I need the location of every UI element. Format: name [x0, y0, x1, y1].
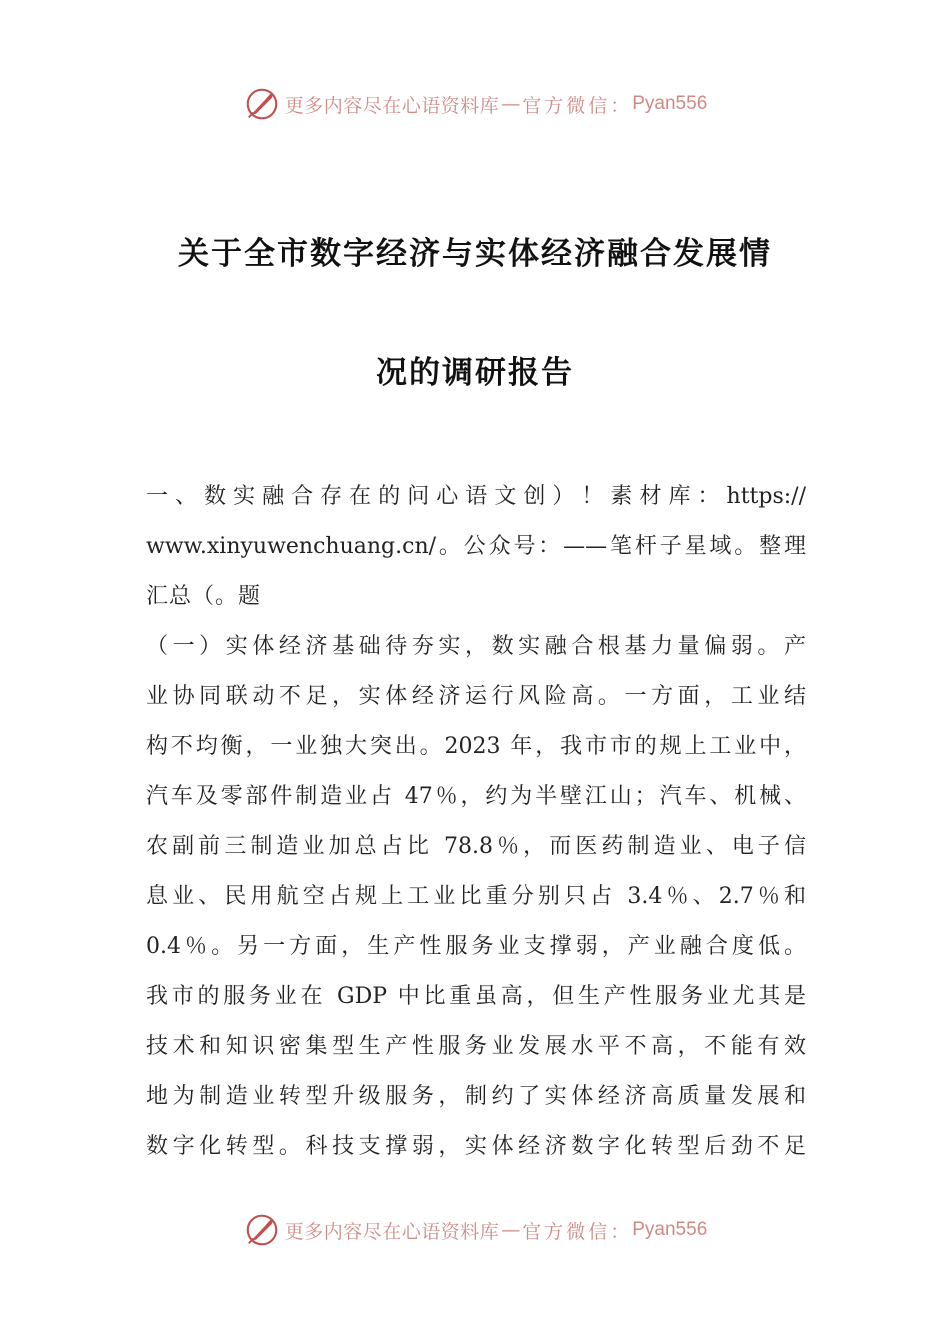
banner-text: 更多内容尽在心语资料库	[284, 94, 500, 117]
body-line: 技术和知识密集型生产性服务业发展水平不高，不能有效	[146, 1034, 806, 1059]
body-line: 0.4％。另一方面，生产性服务业支撑弱，产业融合度低。	[146, 934, 806, 959]
body-line: 我市的服务业在 GDP 中比重虽高，但生产性服务业尤其是	[146, 984, 806, 1009]
body-line: 数字化转型。科技支撑弱，实体经济数字化转型后劲不足	[146, 1134, 806, 1159]
body-line: 农副前三制造业加总占比 78.8％，而医药制造业、电子信	[146, 834, 806, 859]
body-line: （一）实体经济基础待夯实，数实融合根基力量偏弱。产	[146, 634, 806, 659]
body-line: 息业、民用航空占规上工业比重分别只占 3.4％、2.7％和	[146, 884, 806, 909]
header-watermark-banner	[0, 82, 950, 126]
quill-logo-icon	[243, 85, 281, 123]
body-line: 汽车及零部件制造业占 47％，约为半壁江山；汽车、机械、	[146, 784, 806, 809]
body-line: 构不均衡，一业独大突出。2023 年，我市市的规上工业中，	[146, 734, 806, 759]
banner-separator: —	[501, 93, 521, 115]
body-line: 汇总（。题	[146, 584, 262, 609]
document-body	[146, 472, 806, 1172]
banner-wechat-label: 官方微信：	[522, 94, 633, 117]
body-line: 业协同联动不足，实体经济运行风险高。一方面，工业结	[146, 684, 806, 709]
body-line: 一、数实融合存在的问心语文创）！素材库：https://	[146, 484, 806, 509]
quill-logo-icon	[243, 1211, 281, 1249]
footer-watermark-banner	[0, 1208, 950, 1252]
banner-wechat-id: Pyan556	[632, 93, 708, 114]
document-title-line-2: 况的调研报告	[376, 355, 574, 391]
body-line: www.xinyuwenchuang.cn/。公众号：——笔杆子星域。整理	[146, 534, 806, 559]
banner-text: 更多内容尽在心语资料库	[284, 1220, 500, 1243]
banner-wechat-id: Pyan556	[632, 1219, 708, 1240]
body-line: 地为制造业转型升级服务，制约了实体经济高质量发展和	[146, 1084, 806, 1109]
banner-separator: —	[501, 1219, 521, 1241]
document-title-line-1: 关于全市数字经济与实体经济融合发展情	[178, 236, 772, 272]
banner-wechat-label: 官方微信：	[522, 1220, 633, 1243]
